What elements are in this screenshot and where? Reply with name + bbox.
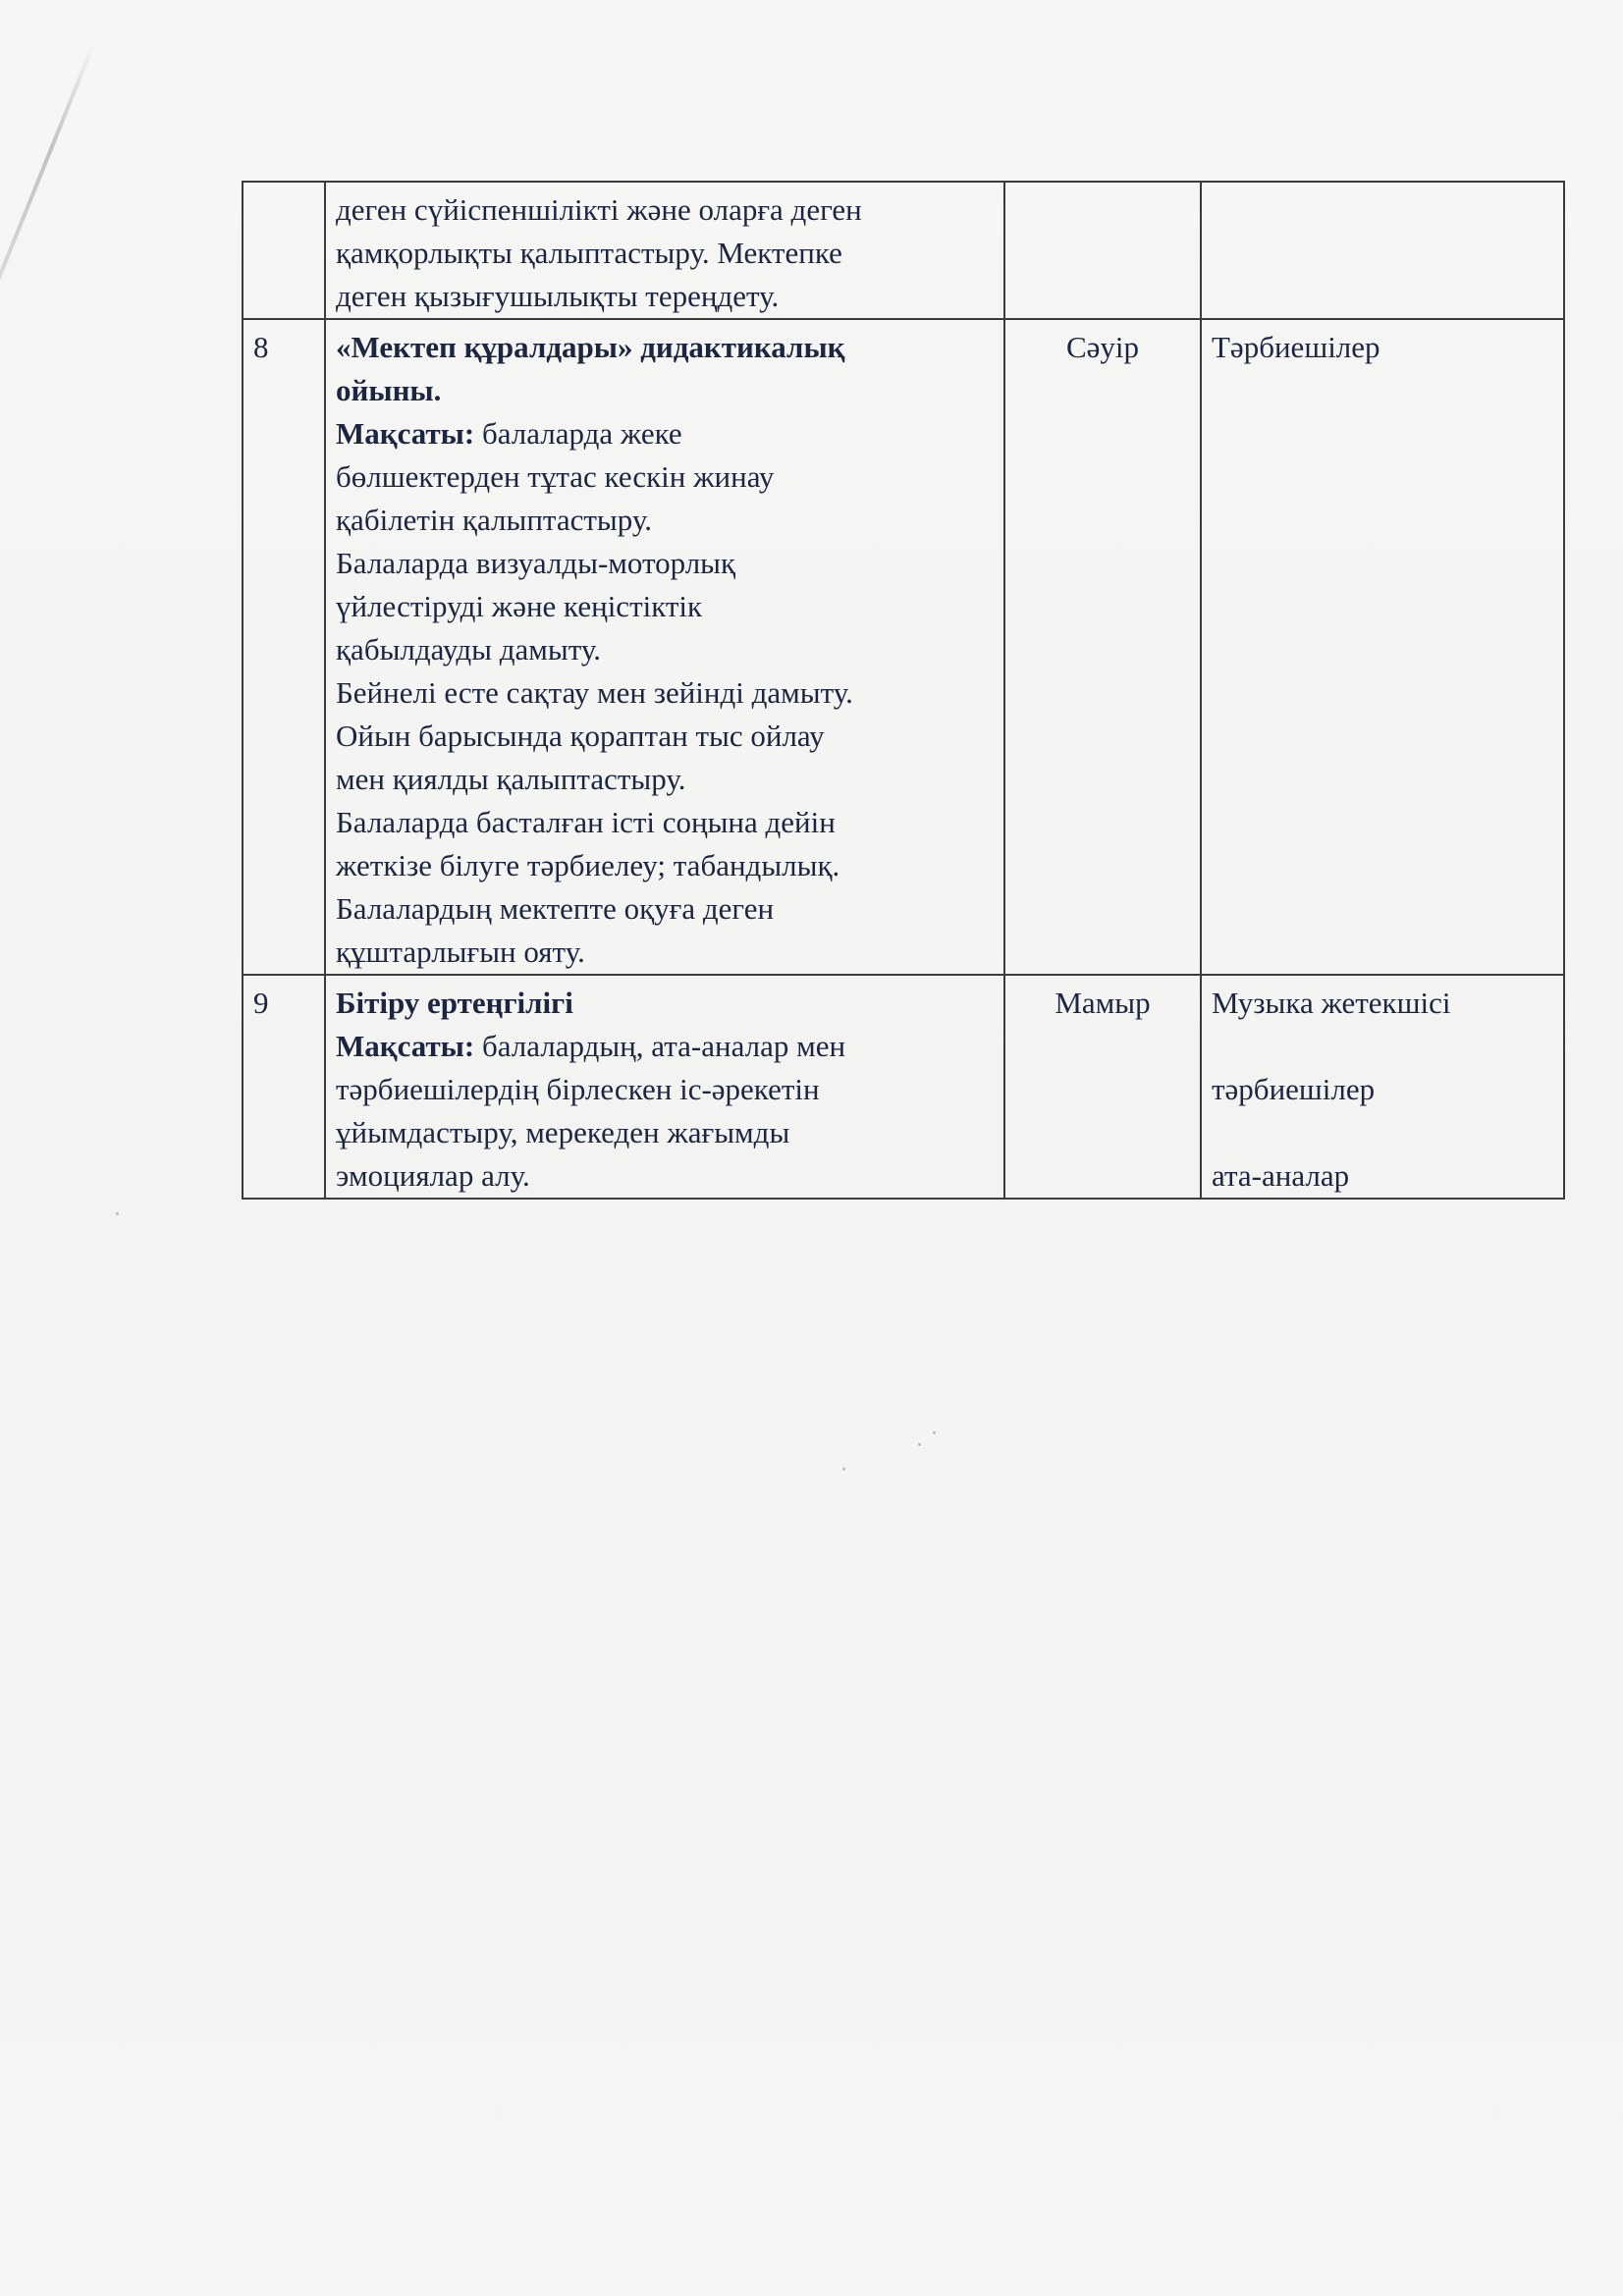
- row-content-cell: [325, 975, 1004, 1199]
- row-content-cell: [325, 319, 1004, 975]
- event-title-line: ойыны.: [336, 373, 442, 407]
- content-line: қабылдауды дамыту.: [336, 632, 602, 667]
- row-responsible-cell: [1201, 975, 1564, 1199]
- table-row: [243, 975, 1564, 1199]
- responsible-line: Музыка жетекшісі: [1212, 986, 1451, 1020]
- content-line: Балалардың мектепте оқуға деген: [336, 891, 775, 926]
- goal-label: Мақсаты:: [336, 1029, 475, 1063]
- row-number-cell: [243, 182, 325, 319]
- content-line: эмоциялар алу.: [336, 1158, 530, 1193]
- event-title-line: Бітіру ертеңгілігі: [336, 986, 573, 1020]
- row-content-cell: [325, 182, 1004, 319]
- responsible-line: тәрбиешілер: [1212, 1072, 1376, 1106]
- content-line: қабілетін қалыптастыру.: [336, 503, 652, 537]
- responsible-line: ата-аналар: [1212, 1158, 1350, 1193]
- goal-text: балалардың, ата-аналар мен: [474, 1029, 846, 1063]
- goal-line: [336, 1025, 994, 1068]
- content-line: бөлшектерден тұтас кескін жинау: [336, 459, 775, 494]
- content-line: үйлестіруді және кеңістіктік: [336, 589, 703, 623]
- content-line: Бейнелі есте сақтау мен зейінді дамыту.: [336, 675, 853, 710]
- row-responsible-cell: [1201, 182, 1564, 319]
- content-line: мен қиялды қалыптастыру.: [336, 762, 686, 796]
- scan-speck: [933, 1431, 936, 1434]
- content-line: жеткізе білуге тәрбиелеу; табандылық.: [336, 848, 840, 882]
- content-line: Ойын барысында қораптан тыс ойлау: [336, 719, 825, 753]
- goal-line: [336, 412, 994, 455]
- event-title-line: «Мектеп құралдары» дидактикалық: [336, 330, 845, 364]
- goal-text: балаларда жеке: [474, 416, 682, 451]
- content-line: құштарлығын ояту.: [336, 934, 585, 969]
- event-plan-table: [242, 181, 1565, 1200]
- table-row: [243, 319, 1564, 975]
- scan-speck: [116, 1212, 119, 1215]
- scan-speck: [918, 1443, 921, 1446]
- goal-label: Мақсаты:: [336, 416, 475, 451]
- table-row: [243, 182, 1564, 319]
- scan-speck: [842, 1468, 845, 1470]
- content-line: қамқорлықты қалыптастыру. Мектепке: [336, 236, 842, 270]
- content-line: Балаларда басталған істі соңына дейін: [336, 805, 836, 839]
- row-date-cell: Сәуір: [1004, 319, 1201, 975]
- content-line: тәрбиешілердің бірлескен іс-әрекетін: [336, 1072, 820, 1106]
- content-line: деген қызығушылықты тереңдету.: [336, 279, 780, 313]
- content-line: ұйымдастыру, мерекеден жағымды: [336, 1115, 790, 1149]
- content-line: Балаларда визуалды-моторлық: [336, 546, 736, 580]
- row-responsible-cell: Тәрбиешілер: [1201, 319, 1564, 975]
- content-line: деген сүйіспеншілікті және оларға деген: [336, 192, 862, 227]
- row-date-cell: [1004, 182, 1201, 319]
- row-number-cell: 9: [243, 975, 325, 1199]
- row-date-cell: Мамыр: [1004, 975, 1201, 1199]
- row-number-cell: 8: [243, 319, 325, 975]
- scan-artifact-streak: [0, 39, 97, 404]
